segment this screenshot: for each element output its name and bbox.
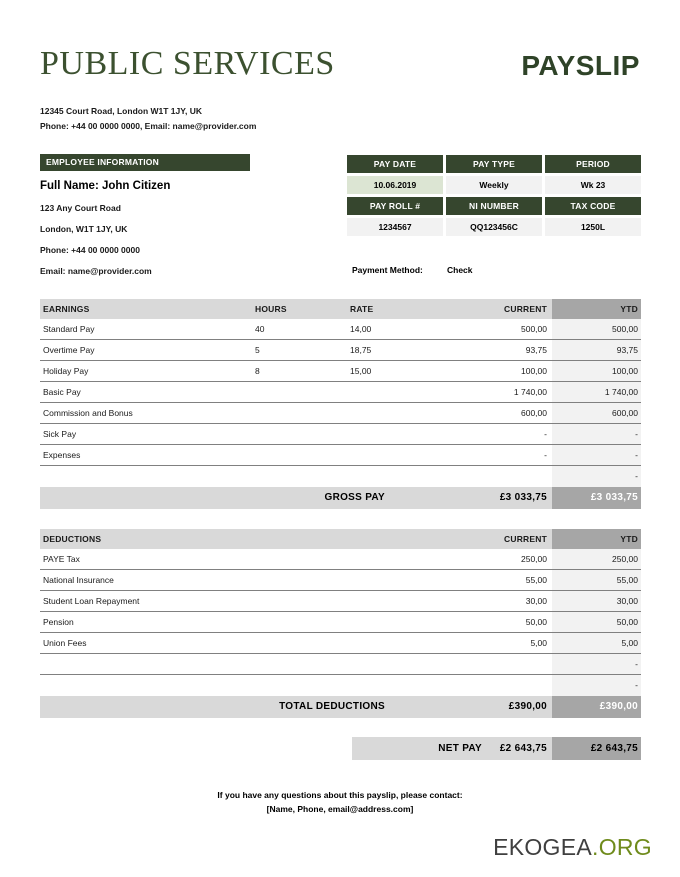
payment-method bbox=[352, 265, 473, 275]
row-current: 30,00 bbox=[525, 596, 547, 606]
gross-pay-label: GROSS PAY bbox=[324, 492, 385, 503]
table-row bbox=[40, 549, 641, 570]
row-description: Commission and Bonus bbox=[43, 408, 133, 418]
row-rate: 18,75 bbox=[350, 345, 372, 355]
table-row bbox=[40, 445, 641, 466]
company-address-line2: Phone: +44 00 0000 0000, Email: name@provider.com bbox=[40, 121, 257, 131]
row-current bbox=[390, 654, 547, 675]
row-current: - bbox=[544, 450, 547, 460]
earnings-table-header bbox=[40, 299, 641, 319]
row-hours: 5 bbox=[255, 345, 260, 355]
total-deductions-ytd: £390,00 bbox=[599, 701, 638, 712]
earnings-table bbox=[40, 299, 641, 509]
table-row bbox=[40, 570, 641, 591]
total-deductions-label: TOTAL DEDUCTIONS bbox=[279, 701, 385, 712]
earnings-col-hours: HOURS bbox=[255, 304, 287, 314]
net-pay-label: NET PAY bbox=[438, 743, 482, 754]
row-description: Pension bbox=[43, 617, 74, 627]
row-ytd: - bbox=[635, 680, 638, 690]
employee-address-line1: 123 Any Court Road bbox=[40, 203, 121, 213]
earnings-col-current: CURRENT bbox=[504, 304, 547, 314]
table-row bbox=[40, 466, 641, 487]
footer-line-1: If you have any questions about this payslip, please contact: bbox=[217, 790, 463, 800]
tax-code-value: 1250L bbox=[545, 218, 641, 236]
pay-date-value: 10.06.2019 bbox=[347, 176, 443, 194]
company-address-line1: 12345 Court Road, London W1T 1JY, UK bbox=[40, 106, 202, 116]
row-current: 55,00 bbox=[525, 575, 547, 585]
net-pay-ytd: £2 643,75 bbox=[590, 743, 638, 754]
row-rate: 15,00 bbox=[350, 366, 372, 376]
table-row bbox=[40, 591, 641, 612]
row-ytd: 93,75 bbox=[616, 345, 638, 355]
ni-number-header: NI NUMBER bbox=[446, 197, 542, 215]
pay-type-header: PAY TYPE bbox=[446, 155, 542, 173]
row-ytd: 55,00 bbox=[616, 575, 638, 585]
row-description: Student Loan Repayment bbox=[43, 596, 140, 606]
employee-full-name: Full Name: John Citizen bbox=[40, 180, 171, 192]
brand-logo bbox=[493, 834, 652, 861]
row-ytd: - bbox=[635, 450, 638, 460]
row-current: 100,00 bbox=[521, 366, 547, 376]
deductions-table bbox=[40, 529, 641, 718]
row-current: - bbox=[544, 429, 547, 439]
employee-email: Email: name@provider.com bbox=[40, 266, 152, 276]
deductions-col-current: CURRENT bbox=[504, 534, 547, 544]
earnings-col-ytd: YTD bbox=[620, 304, 638, 314]
row-ytd: - bbox=[635, 471, 638, 481]
row-description: Overtime Pay bbox=[43, 345, 95, 355]
payment-method-label: Payment Method: bbox=[352, 265, 423, 275]
payroll-number-header: PAY ROLL # bbox=[347, 197, 443, 215]
deductions-table-header bbox=[40, 529, 641, 549]
table-row bbox=[40, 654, 641, 675]
earnings-col-description: EARNINGS bbox=[43, 304, 90, 314]
table-row bbox=[40, 675, 641, 696]
footer-line-2: [Name, Phone, email@address.com] bbox=[266, 804, 414, 814]
pay-type-value: Weekly bbox=[446, 176, 542, 194]
payroll-number-value: 1234567 bbox=[347, 218, 443, 236]
document-title: PAYSLIP bbox=[521, 50, 640, 81]
row-current: 600,00 bbox=[521, 408, 547, 418]
row-ytd: 1 740,00 bbox=[604, 387, 638, 397]
table-row bbox=[40, 424, 641, 445]
row-ytd: 50,00 bbox=[616, 617, 638, 627]
pay-info-header-row-1 bbox=[347, 155, 641, 173]
row-current: 1 740,00 bbox=[513, 387, 547, 397]
period-value: Wk 23 bbox=[545, 176, 641, 194]
gross-pay-row bbox=[40, 487, 641, 509]
table-row bbox=[40, 633, 641, 654]
net-pay-row bbox=[352, 737, 641, 760]
row-current bbox=[390, 466, 547, 487]
brand-name: EKOGEA bbox=[493, 834, 593, 860]
gross-pay-current: £3 033,75 bbox=[499, 492, 547, 503]
row-ytd: 5,00 bbox=[621, 638, 638, 648]
company-address bbox=[40, 104, 256, 134]
row-description: Standard Pay bbox=[43, 324, 95, 334]
row-current: 5,00 bbox=[530, 638, 547, 648]
row-description: Basic Pay bbox=[43, 387, 81, 397]
row-ytd: 600,00 bbox=[612, 408, 638, 418]
company-name: PUBLIC SERVICES bbox=[40, 45, 335, 82]
row-ytd: - bbox=[635, 659, 638, 669]
table-row bbox=[40, 319, 641, 340]
row-ytd: 100,00 bbox=[612, 366, 638, 376]
table-row bbox=[40, 361, 641, 382]
pay-info-table bbox=[347, 155, 641, 239]
earnings-col-rate: RATE bbox=[350, 304, 374, 314]
row-ytd: 250,00 bbox=[612, 554, 638, 564]
total-deductions-row bbox=[40, 696, 641, 718]
tax-code-header: TAX CODE bbox=[545, 197, 641, 215]
row-ytd: 30,00 bbox=[616, 596, 638, 606]
pay-info-header-row-2 bbox=[347, 197, 641, 215]
employee-information-title: EMPLOYEE INFORMATION bbox=[46, 157, 159, 167]
employee-address-line2: London, W1T 1JY, UK bbox=[40, 224, 128, 234]
pay-date-header: PAY DATE bbox=[347, 155, 443, 173]
row-current: 250,00 bbox=[521, 554, 547, 564]
total-deductions-current: £390,00 bbox=[508, 701, 547, 712]
row-hours: 8 bbox=[255, 366, 260, 376]
gross-pay-ytd: £3 033,75 bbox=[590, 492, 638, 503]
employee-phone: Phone: +44 00 0000 0000 bbox=[40, 245, 140, 255]
table-row bbox=[40, 382, 641, 403]
row-current bbox=[390, 675, 547, 696]
brand-tld: .ORG bbox=[592, 834, 652, 860]
footer-contact bbox=[0, 788, 680, 816]
table-row bbox=[40, 612, 641, 633]
row-description: PAYE Tax bbox=[43, 554, 80, 564]
row-description: Expenses bbox=[43, 450, 81, 460]
row-current: 93,75 bbox=[525, 345, 547, 355]
row-ytd: 500,00 bbox=[612, 324, 638, 334]
row-description: Holiday Pay bbox=[43, 366, 89, 376]
row-rate: 14,00 bbox=[350, 324, 372, 334]
payment-method-value: Check bbox=[447, 265, 473, 275]
employee-information-header bbox=[40, 154, 250, 171]
pay-info-value-row-2 bbox=[347, 218, 641, 236]
document-header bbox=[40, 44, 640, 94]
row-description: National Insurance bbox=[43, 575, 114, 585]
ni-number-value: QQ123456C bbox=[446, 218, 542, 236]
row-current: 50,00 bbox=[525, 617, 547, 627]
period-header: PERIOD bbox=[545, 155, 641, 173]
row-current: 500,00 bbox=[521, 324, 547, 334]
net-pay-current: £2 643,75 bbox=[499, 743, 547, 754]
row-hours: 40 bbox=[255, 324, 265, 334]
table-row bbox=[40, 403, 641, 424]
row-description: Sick Pay bbox=[43, 429, 77, 439]
row-ytd: - bbox=[635, 429, 638, 439]
pay-info-value-row-1 bbox=[347, 176, 641, 194]
deductions-col-ytd: YTD bbox=[620, 534, 638, 544]
table-row bbox=[40, 340, 641, 361]
row-description: Union Fees bbox=[43, 638, 87, 648]
deductions-col-description: DEDUCTIONS bbox=[43, 534, 102, 544]
